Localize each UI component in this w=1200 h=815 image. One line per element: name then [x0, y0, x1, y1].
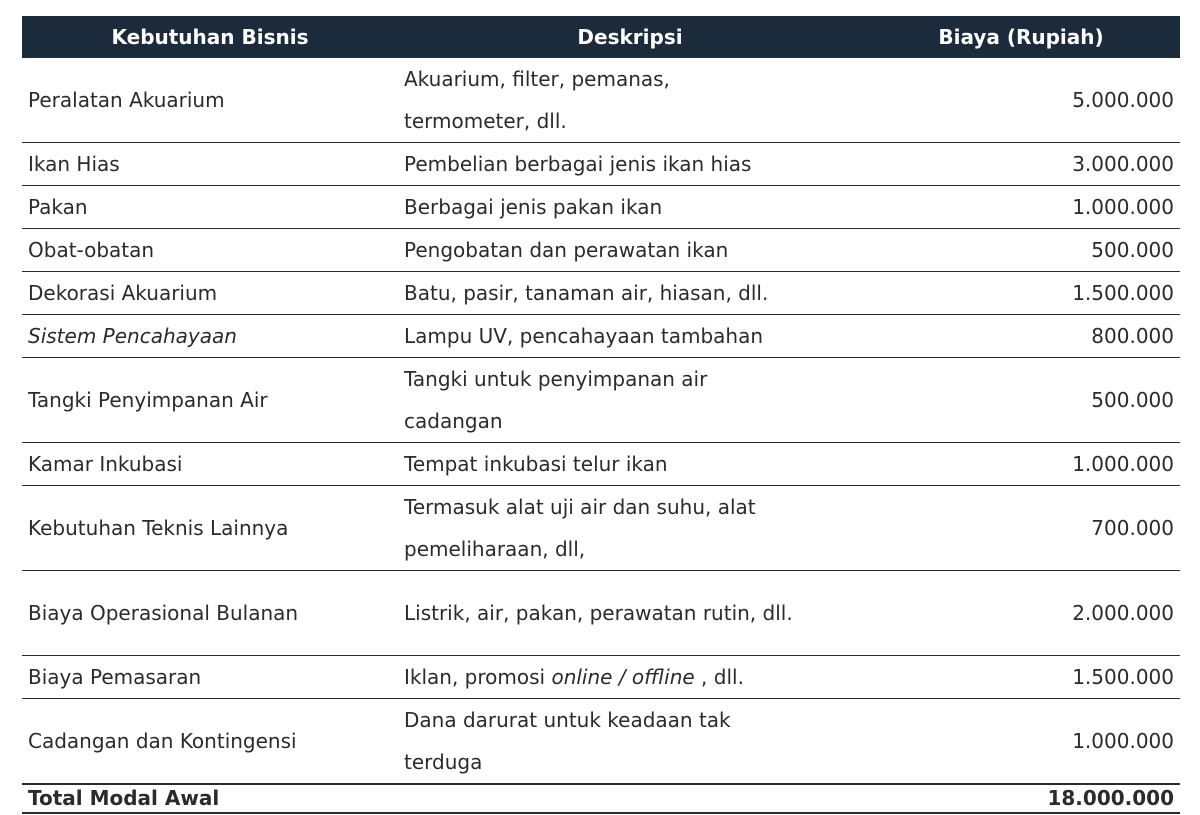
table-row — [22, 486, 1180, 571]
row-item: Biaya Pemasaran — [22, 656, 398, 699]
row-item: Dekorasi Akuarium — [22, 272, 398, 315]
row-description: Batu, pasir, tanaman air, hiasan, dll. — [398, 272, 862, 315]
row-item: Obat-obatan — [22, 229, 398, 272]
row-item: Cadangan dan Kontingensi — [22, 699, 398, 785]
row-item: Kebutuhan Teknis Lainnya — [22, 486, 398, 571]
total-label: Total Modal Awal — [22, 784, 398, 813]
row-cost: 1.000.000 — [862, 186, 1180, 229]
row-description: Termasuk alat uji air dan suhu, alat pemeliharaan, dll, — [398, 486, 862, 571]
table-row — [22, 272, 1180, 315]
row-cost: 1.000.000 — [862, 443, 1180, 486]
table-row — [22, 58, 1180, 143]
table-row — [22, 656, 1180, 699]
table-row — [22, 186, 1180, 229]
table-row — [22, 143, 1180, 186]
row-description: Akuarium, filter, pemanas, termometer, dll. — [398, 58, 862, 143]
row-description: Berbagai jenis pakan ikan — [398, 186, 862, 229]
header-description: Deskripsi — [398, 16, 862, 58]
row-description: Listrik, air, pakan, perawatan rutin, dll. — [398, 571, 862, 656]
row-description: Pembelian berbagai jenis ikan hias — [398, 143, 862, 186]
row-item: Tangki Penyimpanan Air — [22, 358, 398, 443]
row-item: Biaya Operasional Bulanan — [22, 571, 398, 656]
row-description: Pengobatan dan perawatan ikan — [398, 229, 862, 272]
total-row — [22, 784, 1180, 813]
row-cost: 1.000.000 — [862, 699, 1180, 785]
row-description: Dana darurat untuk keadaan tak terduga — [398, 699, 862, 785]
table-row — [22, 315, 1180, 358]
table-row — [22, 571, 1180, 656]
header-item: Kebutuhan Bisnis — [22, 16, 398, 58]
row-description: Lampu UV, pencahayaan tambahan — [398, 315, 862, 358]
row-cost: 500.000 — [862, 229, 1180, 272]
row-description: Tangki untuk penyimpanan air cadangan — [398, 358, 862, 443]
row-item: Peralatan Akuarium — [22, 58, 398, 143]
row-item: Ikan Hias — [22, 143, 398, 186]
row-cost: 1.500.000 — [862, 272, 1180, 315]
header-cost: Biaya (Rupiah) — [862, 16, 1180, 58]
table-row — [22, 699, 1180, 785]
total-empty-cell — [398, 784, 862, 813]
budget-table — [22, 16, 1180, 814]
table-row — [22, 358, 1180, 443]
row-item: Kamar Inkubasi — [22, 443, 398, 486]
row-cost: 5.000.000 — [862, 58, 1180, 143]
total-cost: 18.000.000 — [862, 784, 1180, 813]
row-cost: 800.000 — [862, 315, 1180, 358]
row-item: Sistem Pencahayaan — [22, 315, 398, 358]
row-cost: 3.000.000 — [862, 143, 1180, 186]
row-description: Tempat inkubasi telur ikan — [398, 443, 862, 486]
table-row — [22, 229, 1180, 272]
budget-table-container — [22, 16, 1180, 814]
row-cost: 500.000 — [862, 358, 1180, 443]
row-cost: 1.500.000 — [862, 656, 1180, 699]
table-row — [22, 443, 1180, 486]
table-header-row — [22, 16, 1180, 58]
row-item: Pakan — [22, 186, 398, 229]
row-cost: 700.000 — [862, 486, 1180, 571]
row-cost: 2.000.000 — [862, 571, 1180, 656]
row-description: Iklan, promosi online / offline , dll. — [398, 656, 862, 699]
